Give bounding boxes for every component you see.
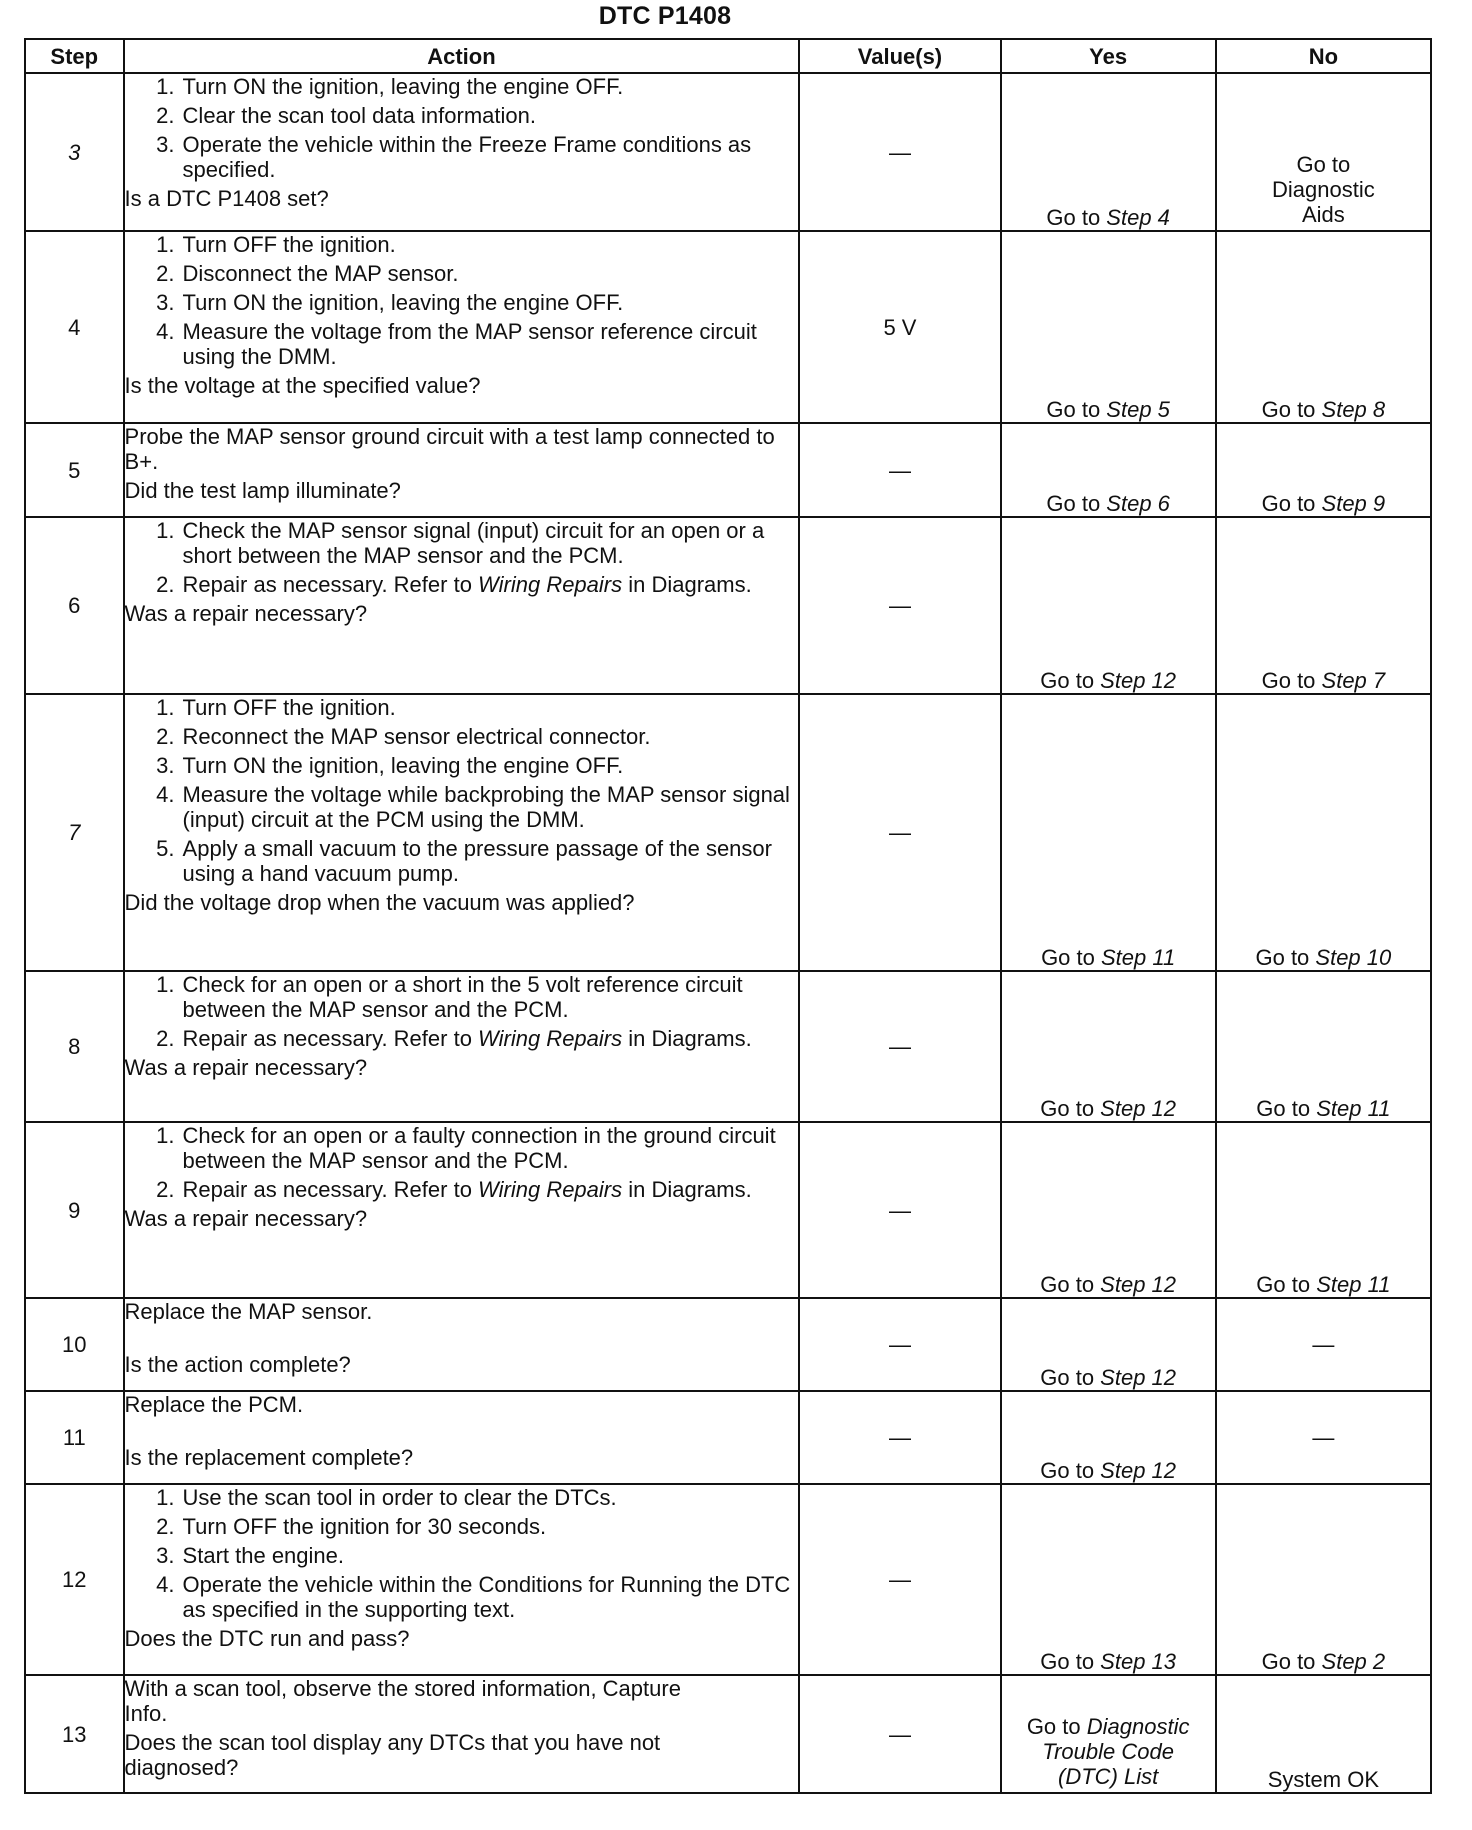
no-cell: System OK [1216, 1675, 1431, 1793]
action-item: 3. Turn ON the ignition, leaving the engine OFF. [181, 753, 799, 778]
value-cell: — [799, 517, 1000, 694]
action-question: Did the test lamp illuminate? [124, 478, 401, 503]
action-cell [124, 1298, 800, 1391]
wiring-repairs-ref: Wiring Repairs [478, 1026, 623, 1051]
no-step-link: Step 7 [1321, 668, 1386, 693]
action-item: 2. Repair as necessary. Refer to Wiring Repairs in Diagrams. [181, 572, 799, 597]
yes-step-link: Step 6 [1106, 491, 1170, 516]
no-step-link: Step 11 [1316, 1096, 1391, 1121]
action-question: Was a repair necessary? [124, 1206, 368, 1231]
table-row [25, 231, 1431, 423]
step-number: 12 [25, 1484, 124, 1675]
action-item: 2. Repair as necessary. Refer to Wiring Repairs in Diagrams. [181, 1177, 799, 1202]
table-row [25, 73, 1431, 231]
yes-step-link: Step 13 [1100, 1649, 1177, 1674]
table-row [25, 1298, 1431, 1391]
value-cell: — [799, 1298, 1000, 1391]
no-step-link: Step 2 [1321, 1649, 1386, 1674]
yes-cell [1001, 1391, 1216, 1484]
yes-prefix: Go to [1046, 397, 1107, 422]
action-question: Does the DTC run and pass? [124, 1626, 410, 1651]
yes-prefix: Go to [1040, 1365, 1101, 1390]
no-cell: — [1216, 1298, 1431, 1391]
action-item: 5. Apply a small vacuum to the pressure passage of the sensor using a hand vacuum pump. [181, 836, 799, 886]
action-cell [124, 423, 800, 517]
no-step-link: Step 9 [1321, 491, 1386, 516]
action-cell [124, 1675, 800, 1793]
step-number: 5 [25, 423, 124, 517]
action-cell [124, 73, 800, 231]
no-prefix: Go to [1261, 397, 1322, 422]
yes-step-link: Step 5 [1106, 397, 1170, 422]
step-number: 7 [25, 694, 124, 971]
action-list [125, 518, 799, 597]
no-cell [1216, 1122, 1431, 1298]
action-item: 1. Check the MAP sensor signal (input) circuit for an open or a short between the MAP sensor and the PCM. [181, 518, 799, 568]
action-item: 4. Measure the voltage from the MAP sensor reference circuit using the DMM. [181, 319, 799, 369]
yes-prefix: Go to [1041, 945, 1101, 970]
yes-cell [1001, 1298, 1216, 1391]
value-cell: — [799, 423, 1000, 517]
header-row [25, 39, 1431, 73]
yes-step-link: Step 12 [1100, 1365, 1177, 1390]
action-item: 1. Turn ON the ignition, leaving the engine OFF. [181, 74, 799, 99]
yes-cell [1001, 1675, 1216, 1793]
no-cell [1216, 231, 1431, 423]
table-row [25, 1122, 1431, 1298]
action-list [125, 1123, 799, 1202]
value-cell: — [799, 73, 1000, 231]
no-cell [1216, 517, 1431, 694]
action-item: 2. Clear the scan tool data information. [181, 103, 799, 128]
value-cell: — [799, 1391, 1000, 1484]
action-cell [124, 231, 800, 423]
action-list [125, 972, 799, 1051]
yes-prefix: Go to [1046, 205, 1107, 230]
action-question: Is a DTC P1408 set? [124, 186, 329, 211]
action-item: 2. Repair as necessary. Refer to Wiring Repairs in Diagrams. [181, 1026, 799, 1051]
action-cell [124, 1122, 800, 1298]
table-row [25, 1484, 1431, 1675]
header-step: Step [25, 39, 124, 73]
action-item: 3. Operate the vehicle within the Freeze Frame conditions as specified. [181, 132, 799, 182]
action-item: 1. Turn OFF the ignition. [181, 695, 799, 720]
no-cell [1216, 694, 1431, 971]
action-question: Does the scan tool display any DTCs that you have not diagnosed? [124, 1730, 661, 1780]
yes-cell [1001, 231, 1216, 423]
step-number: 13 [25, 1675, 124, 1793]
action-item: 2. Turn OFF the ignition for 30 seconds. [181, 1514, 799, 1539]
yes-step-link: Step 12 [1100, 668, 1177, 693]
action-list [125, 74, 799, 182]
action-question: Is the action complete? [124, 1352, 351, 1377]
action-text: With a scan tool, observe the stored information, Capture Info. [124, 1676, 681, 1726]
action-cell [124, 1484, 800, 1675]
no-cell [1216, 423, 1431, 517]
yes-step-link: Step 11 [1100, 945, 1176, 970]
no-step-link: Step 8 [1321, 397, 1386, 422]
wiring-repairs-ref: Wiring Repairs [478, 572, 623, 597]
yes-step-link: Step 12 [1100, 1458, 1177, 1483]
value-cell: — [799, 1675, 1000, 1793]
action-question: Was a repair necessary? [124, 601, 368, 626]
value-cell: 5 V [799, 231, 1000, 423]
yes-prefix: Go to [1040, 668, 1101, 693]
yes-prefix: Go to [1040, 1272, 1101, 1297]
page-title: DTC P1408 [598, 2, 732, 30]
yes-step-link: Step 12 [1100, 1096, 1177, 1121]
yes-cell [1001, 1122, 1216, 1298]
action-item: 4. Measure the voltage while backprobing the MAP sensor signal (input) circuit at the PCM using the DMM. [181, 782, 799, 832]
wiring-repairs-ref: Wiring Repairs [478, 1177, 623, 1202]
action-question: Is the voltage at the specified value? [124, 373, 481, 398]
action-cell [124, 517, 800, 694]
yes-prefix: Go to [1046, 491, 1107, 516]
action-item: 4. Operate the vehicle within the Conditions for Running the DTC as specified in the supporting text. [181, 1572, 799, 1622]
no-cell [1216, 971, 1431, 1122]
no-step-link: Step 10 [1315, 945, 1392, 970]
step-number: 8 [25, 971, 124, 1122]
value-cell: — [799, 694, 1000, 971]
no-prefix: Go to [1255, 945, 1316, 970]
action-cell [124, 1391, 800, 1484]
no-cell: Go to Diagnostic Aids [1216, 73, 1431, 231]
table-row [25, 423, 1431, 517]
action-list [125, 695, 799, 886]
action-question: Is the replacement complete? [124, 1445, 414, 1470]
no-prefix: Go to [1256, 1096, 1317, 1121]
no-cell: — [1216, 1391, 1431, 1484]
action-item: 3. Start the engine. [181, 1543, 799, 1568]
action-text: Probe the MAP sensor ground circuit with a test lamp connected to B+. [124, 424, 775, 474]
action-list [125, 232, 799, 369]
no-prefix: Go to [1261, 1649, 1322, 1674]
table-row [25, 517, 1431, 694]
dtc-table [24, 38, 1432, 1794]
yes-cell [1001, 73, 1216, 231]
step-number: 4 [25, 231, 124, 423]
yes-cell [1001, 694, 1216, 971]
no-prefix: Go to [1256, 1272, 1317, 1297]
action-item: 1. Check for an open or a short in the 5 volt reference circuit between the MAP sensor and the PCM. [181, 972, 799, 1022]
header-yes: Yes [1001, 39, 1216, 73]
table-row [25, 1391, 1431, 1484]
yes-cell [1001, 517, 1216, 694]
yes-dtc-list-link: Diagnostic Trouble Code (DTC) List [1042, 1714, 1190, 1789]
action-item: 2. Disconnect the MAP sensor. [181, 261, 799, 286]
action-cell [124, 694, 800, 971]
value-cell: — [799, 971, 1000, 1122]
action-item: 1. Check for an open or a faulty connection in the ground circuit between the MAP sensor and the PCM. [181, 1123, 799, 1173]
step-number: 3 [25, 73, 124, 231]
action-item: 3. Turn ON the ignition, leaving the engine OFF. [181, 290, 799, 315]
step-number: 11 [25, 1391, 124, 1484]
no-prefix: Go to [1261, 668, 1322, 693]
yes-step-link: Step 12 [1100, 1272, 1177, 1297]
table-row [25, 694, 1431, 971]
value-cell: — [799, 1484, 1000, 1675]
yes-prefix: Go to [1040, 1649, 1101, 1674]
action-text: Replace the MAP sensor. [124, 1299, 373, 1324]
header-values: Value(s) [799, 39, 1000, 73]
value-cell: — [799, 1122, 1000, 1298]
yes-prefix: Go to [1026, 1714, 1087, 1739]
yes-prefix: Go to [1040, 1458, 1101, 1483]
action-question: Did the voltage drop when the vacuum was applied? [124, 890, 635, 915]
action-cell [124, 971, 800, 1122]
table-row [25, 971, 1431, 1122]
table-row [25, 1675, 1431, 1793]
header-action: Action [124, 39, 800, 73]
step-number: 6 [25, 517, 124, 694]
step-number: 9 [25, 1122, 124, 1298]
action-item: 2. Reconnect the MAP sensor electrical connector. [181, 724, 799, 749]
action-item: 1. Use the scan tool in order to clear the DTCs. [181, 1485, 799, 1510]
no-step-link: Step 11 [1316, 1272, 1391, 1297]
action-text: Replace the PCM. [124, 1392, 304, 1417]
step-number: 10 [25, 1298, 124, 1391]
yes-cell [1001, 971, 1216, 1122]
no-prefix: Go to [1261, 491, 1322, 516]
action-question: Was a repair necessary? [124, 1055, 368, 1080]
action-item: 1. Turn OFF the ignition. [181, 232, 799, 257]
yes-cell [1001, 423, 1216, 517]
yes-cell [1001, 1484, 1216, 1675]
action-list [125, 1485, 799, 1622]
yes-prefix: Go to [1040, 1096, 1101, 1121]
header-no: No [1216, 39, 1431, 73]
no-cell [1216, 1484, 1431, 1675]
yes-step-link: Step 4 [1106, 205, 1170, 230]
